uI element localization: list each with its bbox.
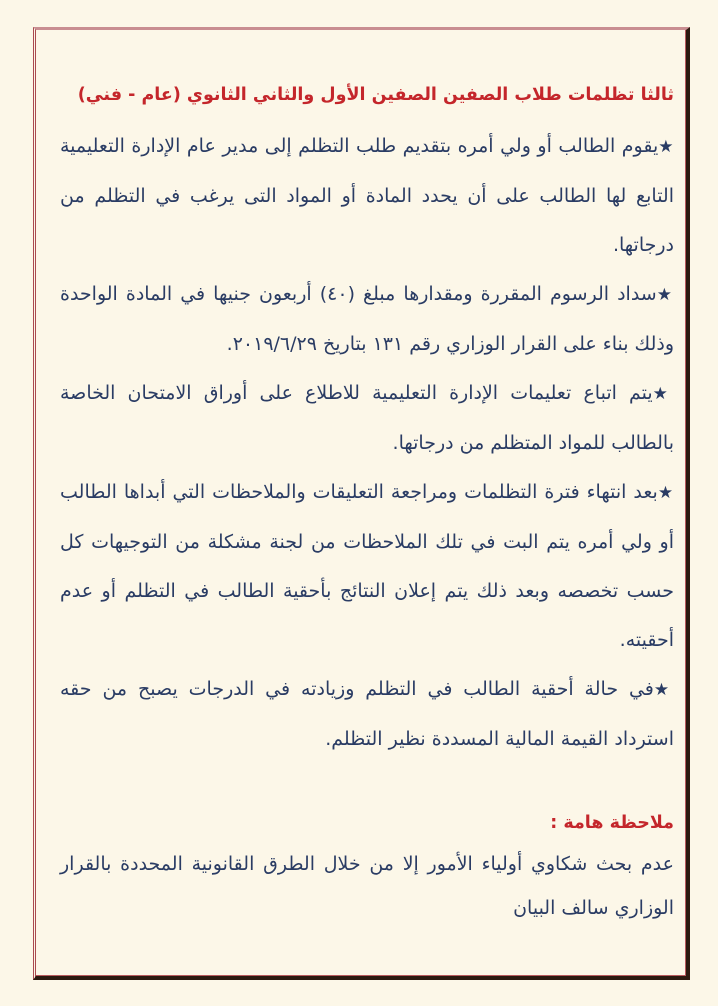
important-note-text: عدم بحث شكاوي أولياء الأمور إلا من خلال الطرق القانونية المحددة بالقرار الوزاري سالف البيان: [60, 853, 674, 919]
section-heading: ثالثا تظلمات طلاب الصفين الصفين الأول والثاني الثانوي (عام - فني): [77, 85, 674, 105]
star-bullet-icon: ★: [653, 680, 674, 700]
star-bullet-icon: ★: [652, 384, 674, 404]
paragraph-review-committee: [60, 468, 674, 665]
paragraph-refund: [60, 665, 674, 764]
paragraph-instructions: [60, 369, 674, 468]
paragraph-text: في حالة أحقية الطالب في التظلم وزيادته في الدرجات يصبح من حقه استرداد القيمة المالية المسددة نظير التظلم.: [60, 678, 674, 750]
document-frame: [33, 27, 690, 980]
paragraph-text: بعد انتهاء فترة التظلمات ومراجعة التعليقات والملاحظات التي أبداها الطالب أو ولي أمره يتم البت في تلك الملاحظات من لجنة مشكلة من التوجيهات كل حسب تخصصه وبعد ذلك يتم إعلان النتائج بأحقية الطالب في التظلم أو عدم أحقيته.: [60, 481, 674, 651]
document-content: [36, 82, 686, 930]
star-bullet-icon: ★: [657, 483, 674, 503]
paragraph-text: سداد الرسوم المقررة ومقدارها مبلغ (٤٠) أربعون جنيها في المادة الواحدة وذلك بناء على القرار الوزاري رقم ١٣١ بتاريخ ٢٠١٩/٦/٢٩.: [60, 283, 674, 355]
paragraph-text: يتم اتباع تعليمات الإدارة التعليمية للاطلاع على أوراق الامتحان الخاصة بالطالب للمواد المتظلم من درجاتها.: [60, 382, 674, 454]
star-bullet-icon: ★: [656, 285, 674, 305]
paragraph-fees: [60, 270, 674, 369]
paragraph-student-request: [60, 122, 674, 270]
paragraph-text: يقوم الطالب أو ولي أمره بتقديم طلب التظلم إلى مدير عام الإدارة التعليمية التابع لها الطالب على أن يحدد المادة أو المواد التى يرغب في التظلم من درجاتها.: [60, 135, 674, 256]
star-bullet-icon: ★: [658, 137, 674, 157]
important-note-heading: ملاحظة هامة :: [550, 813, 674, 833]
